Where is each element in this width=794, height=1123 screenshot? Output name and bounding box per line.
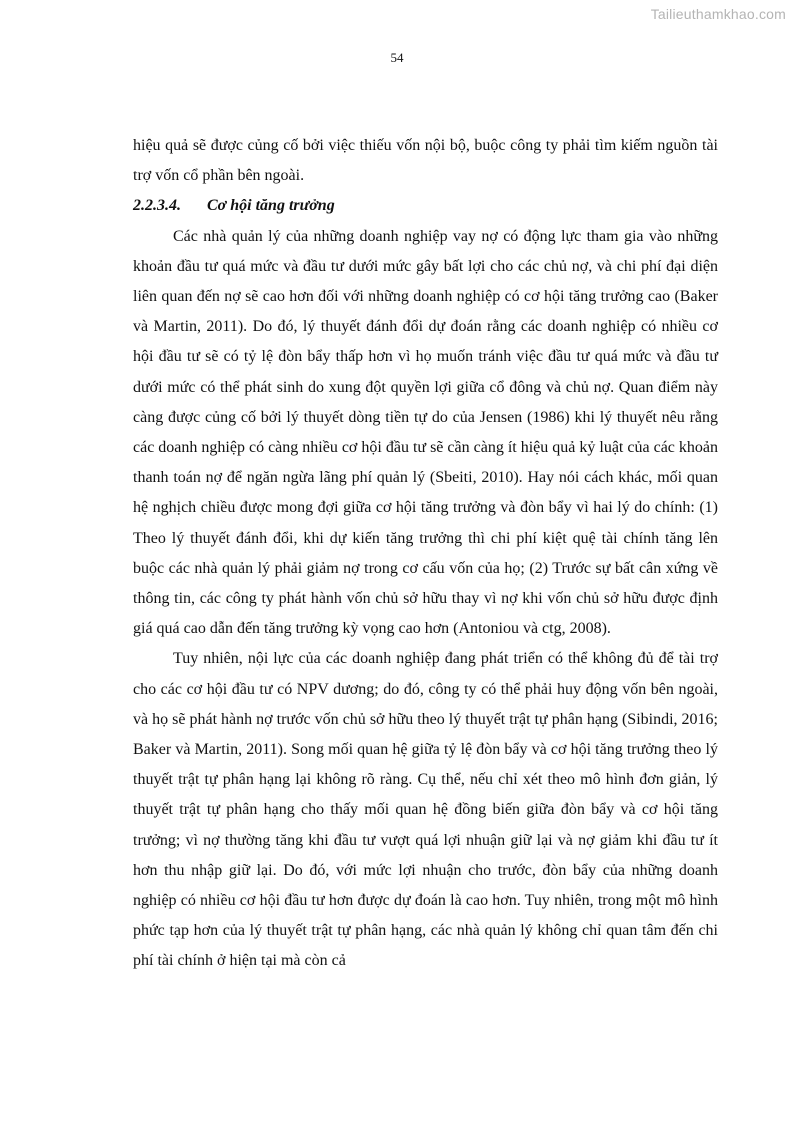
section-heading-title: Cơ hội tăng trưởng [207,197,335,215]
section-heading [133,191,718,221]
paragraph-continuation: hiệu quả sẽ được củng cố bởi việc thiếu vốn nội bộ, buộc công ty phải tìm kiếm nguồn tài trợ vốn cổ phần bên ngoài. [133,137,718,185]
paragraph-growth-agency: Các nhà quản lý của những doanh nghiệp vay nợ có động lực tham gia vào những khoản đầu tư quá mức và đầu tư dưới mức gây bất lợi cho các chủ nợ, và chi phí đại diện liên quan đến nợ sẽ cao hơn đối với những doanh nghiệp có cơ hội tăng trưởng cao (Baker và Martin, 2011). Do đó, lý thuyết đánh đổi dự đoán rằng các doanh nghiệp có nhiều cơ hội đầu tư sẽ có tỷ lệ đòn bẩy thấp hơn vì họ muốn tránh việc đầu tư quá mức và đầu tư dưới mức có thể phát sinh do xung đột quyền lợi giữa cổ đông và chủ nợ. Quan điểm này càng được củng cố bởi lý thuyết dòng tiền tự do của Jensen (1986) khi lý thuyết nêu rằng các doanh nghiệp có càng nhiều cơ hội đầu tư sẽ cần càng ít hiệu quả kỷ luật của các khoản thanh toán nợ để ngăn ngừa lãng phí quản lý (Sbeiti, 2010). Hay nói cách khác, mối quan hệ nghịch chiều được mong đợi giữa cơ hội tăng trưởng và đòn bẩy vì hai lý do chính: (1) Theo lý thuyết đánh đổi, khi dự kiến tăng trưởng thì chi phí kiệt quệ tài chính tăng lên buộc các nhà quản lý phải giảm nợ trong cơ cấu vốn của họ; (2) Trước sự bất cân xứng về thông tin, các công ty phát hành vốn chủ sở hữu thay vì nợ khi vốn chủ sở hữu được định giá quá cao dẫn đến tăng trưởng kỳ vọng cao hơn (Antoniou và ctg, 2008). [133,227,718,638]
section-heading-number: 2.2.3.4. [133,197,181,215]
paragraph-pecking-order: Tuy nhiên, nội lực của các doanh nghiệp đang phát triển có thể không đủ để tài trợ cho các cơ hội đầu tư có NPV dương; do đó, công ty có thể phải huy động vốn bên ngoài, và họ sẽ phát hành nợ trước vốn chủ sở hữu theo lý thuyết trật tự phân hạng (Sibindi, 2016; Baker và Martin, 2011). Song mối quan hệ giữa tỷ lệ đòn bẩy và cơ hội tăng trưởng theo lý thuyết trật tự phân hạng lại không rõ ràng. Cụ thể, nếu chỉ xét theo mô hình đơn giản, lý thuyết trật tự phân hạng cho thấy mối quan hệ đồng biến giữa đòn bẩy và cơ hội tăng trưởng; vì nợ thường tăng khi đầu tư vượt quá lợi nhuận giữ lại và nợ giảm khi đầu tư ít hơn thu nhập giữ lại. Do đó, với mức lợi nhuận cho trước, đòn bẩy của những doanh nghiệp có nhiều cơ hội đầu tư hơn được dự đoán là cao hơn. Tuy nhiên, trong một mô hình phức tạp hơn của lý thuyết trật tự phân hạng, các nhà quản lý không chỉ quan tâm đến chi phí tài chính ở hiện tại mà còn cả [133,650,718,970]
document-body [133,131,718,977]
watermark: Tailieuthamkhao.com [650,6,786,22]
page-number: 54 [390,50,404,65]
